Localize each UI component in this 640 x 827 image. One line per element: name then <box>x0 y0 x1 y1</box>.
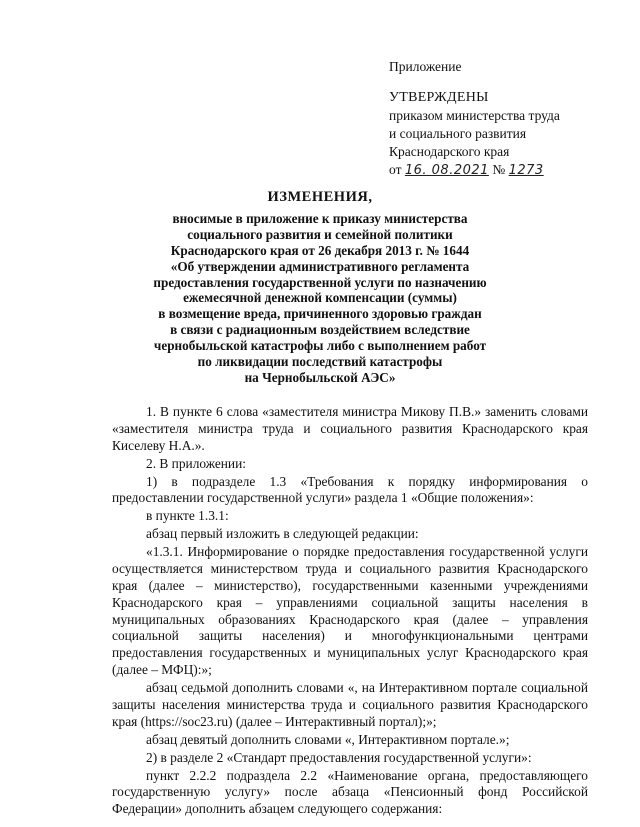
title-line: в возмещение вреда, причиненного здоровью граждан <box>158 306 482 322</box>
date-prefix: от <box>389 162 402 177</box>
title-line: в связи с радиационным воздействием вследствие <box>170 322 470 338</box>
title-line: Краснодарского края от 26 декабря 2013 г. № 1644 <box>170 242 470 258</box>
approval-block <box>389 58 629 180</box>
handwritten-number: 1273 <box>508 163 544 178</box>
body-paragraph: абзац первый изложить в следующей редакции: <box>146 526 419 542</box>
approval-date-line <box>389 161 629 180</box>
approval-line-2: и социального развития <box>389 126 527 141</box>
body-paragraph: «1.3.1. Информирование о порядке предоставления государственной услуги осуществляется министерством труда и социального развития Краснодарского края (далее – министерство), государственными казенными учреждениями Краснодарского края – управлениями социальной защиты населения в муниципальных образованиях Краснодарского края (далее – управления социальной защиты населения) и многофункциональными центрами предоставления государственных и муниципальных услуг Краснодарского края (далее – МФЦ):»; <box>112 544 588 678</box>
title-line: по ликвидации последствий катастрофы <box>197 354 443 370</box>
body-paragraph: пункт 2.2.2 подраздела 2.2 «Наименование органа, предоставляющего государственную услугу» после абзаца «Пенсионный фонд Российской Федерации» дополнить абзацем следующего содержания: <box>112 767 588 817</box>
approval-line-3: Краснодарского края <box>389 144 510 159</box>
title-line: ежемесячной денежной компенсации (суммы) <box>183 290 457 306</box>
body-paragraph: 2) в разделе 2 «Стандарт предоставления государственной услуги»: <box>146 749 532 765</box>
document-title <box>120 190 520 386</box>
approved-heading: УТВЕРЖДЕНЫ <box>389 90 489 105</box>
title-line: предоставления государственной услуги по назначению <box>153 274 487 290</box>
document-body <box>112 404 588 819</box>
approval-line-1: приказом министерства труда <box>389 108 560 123</box>
number-sign: № <box>492 162 506 177</box>
body-paragraph: абзац девятый дополнить словами «, Интерактивном портале.»; <box>146 731 510 747</box>
appendix-label: Приложение <box>389 59 462 74</box>
body-paragraph: 1. В пункте 6 слова «заместителя министра Микову П.В.» заменить словами «заместителя министра труда и социального развития Краснодарского края Киселеву Н.А.». <box>112 404 588 453</box>
title-line: социального развития и семейной политики <box>187 226 453 242</box>
title-line: чернобыльской катастрофы либо с выполнением работ <box>153 338 487 354</box>
body-paragraph: 2. В приложении: <box>146 455 246 471</box>
title-line: на Чернобыльской АЭС» <box>244 369 396 385</box>
title-heading: ИЗМЕНЕНИЯ, <box>267 189 373 205</box>
title-line: «Об утверждении административного регламента <box>170 258 470 274</box>
handwritten-date: 16. 08.2021 <box>404 163 489 178</box>
body-paragraph: абзац седьмой дополнить словами «, на Интерактивном портале социальной защиты населения министерства труда и социального развития Краснодарского края (https://soc23.ru) (далее – Интерактивный портал);»; <box>112 680 588 729</box>
title-line: вносимые в приложение к приказу министерства <box>172 210 468 226</box>
body-paragraph: в пункте 1.3.1: <box>146 508 229 524</box>
body-paragraph: 1) в подразделе 1.3 «Требования к порядку информирования о предоставлении государственной услуги» раздела 1 «Общие положения»: <box>112 473 588 506</box>
